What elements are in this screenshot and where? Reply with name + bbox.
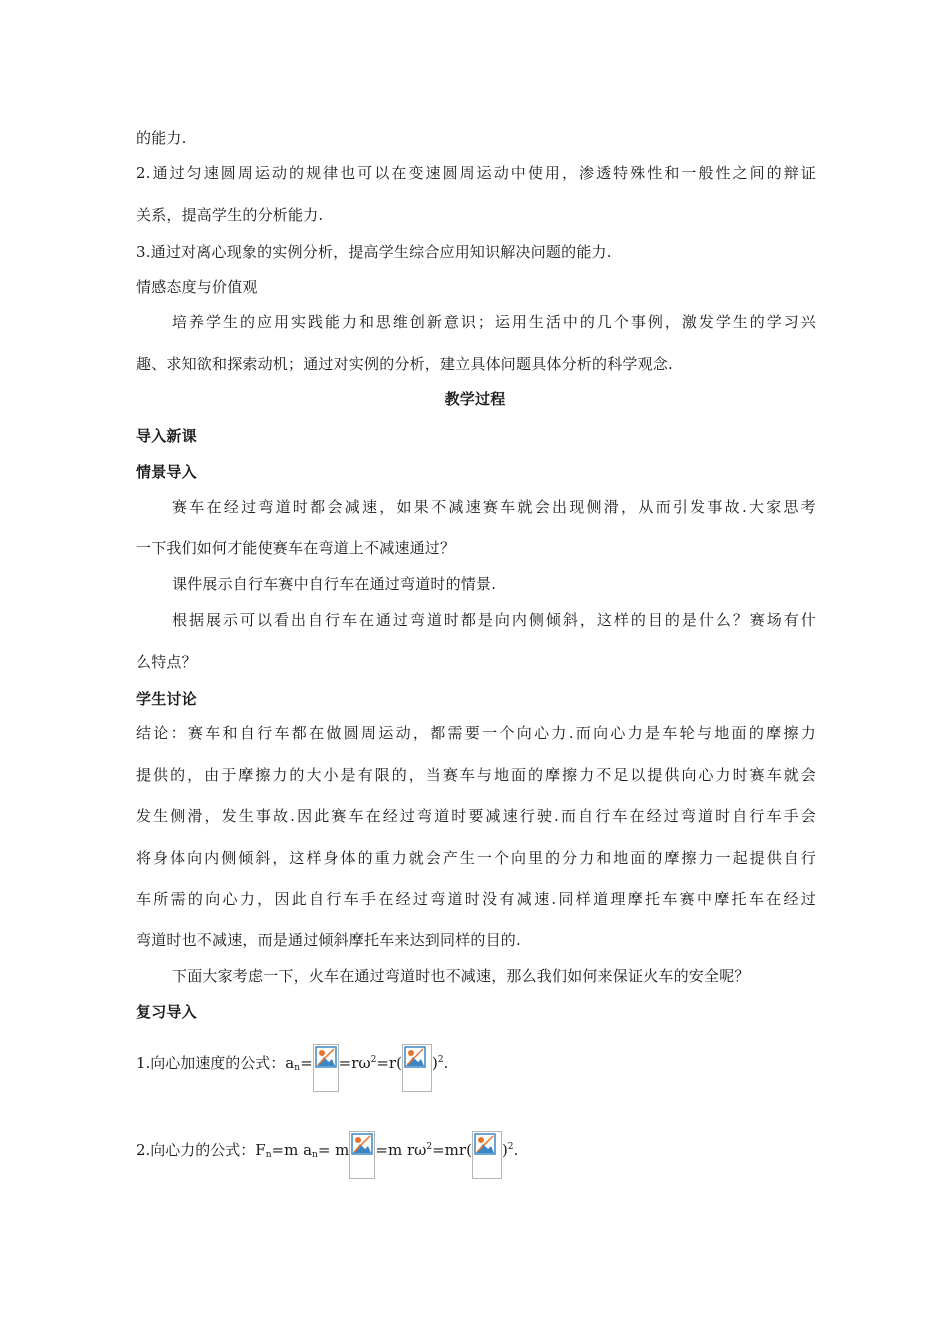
formula-centripetal-force (136, 1137, 518, 1179)
paragraph-text: 趣、求知欲和探索动机；通过对实例的分析，建立具体问题具体分析的科学观念. (136, 355, 673, 373)
formula-text: =m a (271, 1141, 313, 1159)
paragraph-text: 么特点？ (136, 653, 197, 671)
formula-centripetal-acceleration (136, 1050, 448, 1092)
superscript: 2 (426, 1142, 433, 1152)
broken-image-icon (313, 1044, 339, 1092)
subscript: n (265, 1150, 272, 1160)
formula-text: =mr( (432, 1141, 472, 1159)
paragraph-text: 结论：赛车和自行车都在做圆周运动，都需要一个向心力.而向心力是车轮与地面的摩擦力 (136, 724, 816, 742)
paragraph-text: 3.通过对离心现象的实例分析，提高学生综合应用知识解决问题的能力. (136, 243, 612, 261)
paragraph-text: 弯道时也不减速，而是通过倾斜摩托车来达到同样的目的. (136, 931, 521, 949)
broken-image-icon (472, 1131, 502, 1179)
section-subtitle: 情感态度与价值观 (136, 278, 258, 296)
section-heading: 学生讨论 (136, 690, 197, 708)
formula-text: ) (431, 1054, 438, 1072)
paragraph-text: 根据展示可以看出自行车在通过弯道时都是向内侧倾斜，这样的目的是什么？赛场有什 (172, 611, 816, 629)
broken-image-icon (349, 1131, 375, 1179)
formula-text: = (300, 1054, 313, 1072)
paragraph-text: 关系，提高学生的分析能力. (136, 206, 324, 224)
paragraph-text: 赛车在经过弯道时都会减速，如果不减速赛车就会出现侧滑，从而引发事故.大家思考 (172, 498, 816, 516)
formula-text: . (443, 1054, 449, 1072)
formula-text: ) (501, 1141, 508, 1159)
formula-text: =rω (338, 1054, 371, 1072)
paragraph-text: 将身体向内侧倾斜，这样身体的重力就会产生一个向里的分力和地面的摩擦力一起提供自行 (136, 849, 816, 867)
formula-text: . (513, 1141, 519, 1159)
section-heading: 情景导入 (136, 463, 197, 481)
formula-text: 1.向心加速度的公式：a (136, 1054, 295, 1072)
paragraph-text: 一下我们如何才能使赛车在弯道上不减速通过？ (136, 539, 456, 557)
section-heading: 导入新课 (136, 427, 197, 445)
formula-text: =m rω (375, 1141, 427, 1159)
paragraph-text: 的能力. (136, 129, 187, 147)
section-heading: 教学过程 (444, 390, 506, 408)
paragraph-text: 课件展示自行车赛中自行车在通过弯道时的情景. (172, 575, 497, 593)
superscript: 2 (437, 1055, 444, 1065)
broken-image-icon (402, 1044, 432, 1092)
section-heading: 复习导入 (136, 1003, 197, 1021)
formula-text: 2.向心力的公式：F (136, 1141, 266, 1159)
paragraph-text: 发生侧滑，发生事故.因此赛车在经过弯道时要减速行驶.而自行车在经过弯道时自行车手会 (136, 807, 816, 825)
subscript: n (312, 1150, 318, 1160)
formula-text: =r( (376, 1054, 402, 1072)
paragraph-text: 下面大家考虑一下，火车在通过弯道时也不减速，那么我们如何来保证火车的安全呢？ (172, 967, 750, 985)
superscript: 2 (370, 1055, 377, 1065)
superscript: 2 (507, 1142, 514, 1152)
paragraph-text: 车所需的向心力，因此自行车手在经过弯道时没有减速.同样道理摩托车赛中摩托车在经过 (136, 890, 816, 908)
subscript: n (294, 1063, 301, 1073)
paragraph-text: 提供的，由于摩擦力的大小是有限的，当赛车与地面的摩擦力不足以提供向心力时赛车就会 (136, 766, 816, 784)
paragraph-text: 培养学生的应用实践能力和思维创新意识；运用生活中的几个事例，激发学生的学习兴 (172, 313, 816, 331)
paragraph-text: 2.通过匀速圆周运动的规律也可以在变速圆周运动中使用，渗透特殊性和一般性之间的辩证 (136, 164, 816, 182)
formula-text: = m (317, 1141, 350, 1159)
